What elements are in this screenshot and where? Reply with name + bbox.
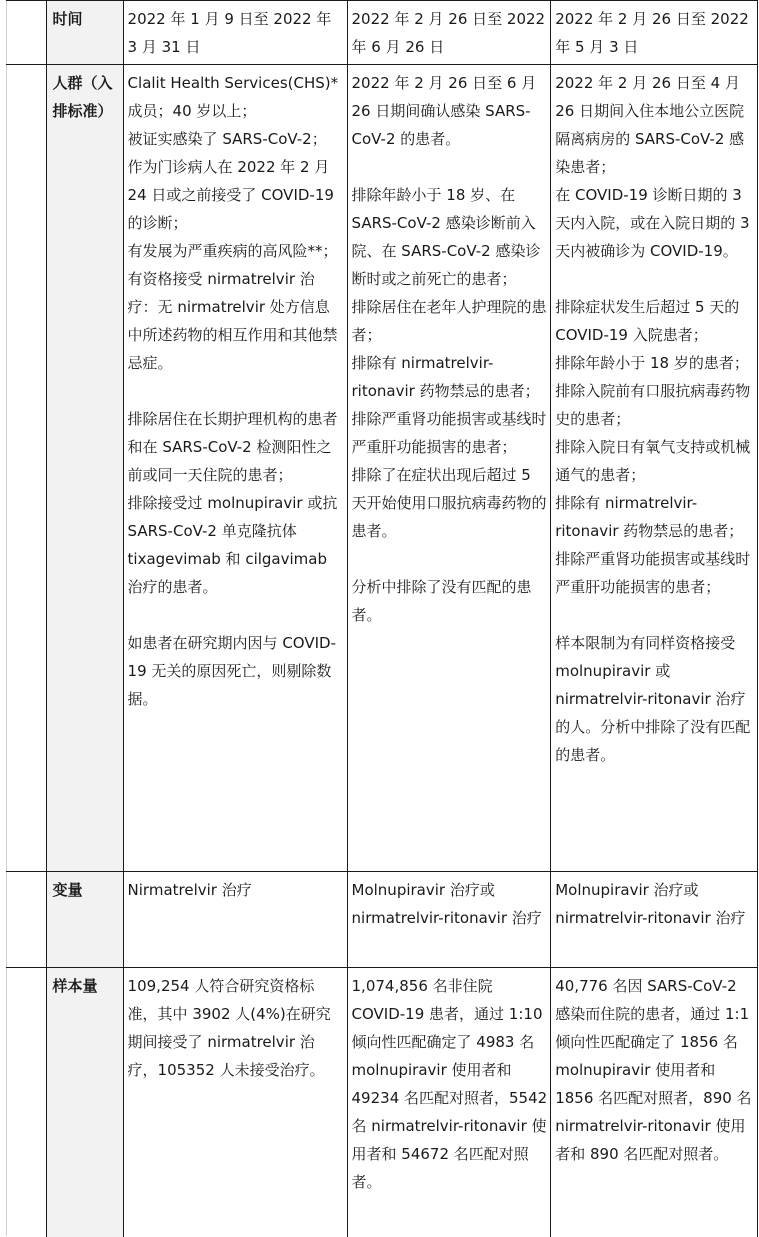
table-row-time <box>6 1 758 65</box>
criteria-line: 排除接受过 molnupiravir 或抗 SARS-CoV-2 单克隆抗体 tixagevimab 和 cilgavimab 治疗的患者。 <box>127 494 338 596</box>
cell-population-study2 <box>347 65 551 872</box>
criteria-line: 排除有 nirmatrelvir-ritonavir 药物禁忌的患者； <box>555 494 744 540</box>
comparison-table <box>6 0 758 1237</box>
criteria-line: Clalit Health Services(CHS)*成员；40 岁以上； <box>127 74 339 120</box>
criteria-line: 在 COVID-19 诊断日期的 3 天内入院，或在入院日期的 3 天内被确诊为 COVID-19。 <box>555 186 750 260</box>
cell-time-study1: 2022 年 1 月 9 日至 2022 年 3 月 31 日 <box>123 1 347 65</box>
cell-time-study3: 2022 年 2 月 26 日至 2022 年 5 月 3 日 <box>551 1 758 65</box>
cell-sample-study3: 40,776 名因 SARS-CoV-2 感染而住院的患者，通过 1:1 倾向性匹配确定了 1856 名 molnupiravir 使用者和 1856 名匹配对照者，890 名 nirmatrelvir-ritonavir 使用者和 890 名匹配对照者。 <box>551 968 758 1237</box>
row-header-time: 时间 <box>46 1 123 65</box>
criteria-line: 如患者在研究期内因与 COVID-19 无关的原因死亡，则剔除数据。 <box>127 634 336 708</box>
spacer-cell <box>6 872 46 968</box>
criteria-line: 排除居住在老年人护理院的患者； <box>351 298 547 344</box>
paragraph-gap <box>128 601 344 629</box>
criteria-line: 排除入院前有口服抗病毒药物史的患者； <box>555 382 751 428</box>
criteria-line: 被证实感染了 SARS-CoV-2； <box>127 130 327 148</box>
cell-population-study1 <box>123 65 347 872</box>
paragraph-gap <box>555 265 754 293</box>
spacer-cell <box>6 1 46 65</box>
row-header-sample: 样本量 <box>46 968 123 1237</box>
criteria-line: 排除严重肾功能损害或基线时严重肝功能损害的患者； <box>351 410 547 456</box>
cell-sample-study1: 109,254 人符合研究资格标准，其中 3902 人(4%)在研究期间接受了 nirmatrelvir 治疗，105352 人未接受治疗。 <box>123 968 347 1237</box>
criteria-line: 作为门诊病人在 2022 年 2 月 24 日或之前接受了 COVID-19 的诊断； <box>127 158 334 232</box>
cell-variable-study3: Molnupiravir 治疗或 nirmatrelvir-ritonavir 治疗 <box>551 872 758 968</box>
paragraph-gap <box>128 377 344 405</box>
criteria-line: 排除入院日有氧气支持或机械通气的患者； <box>555 438 751 484</box>
spacer-cell <box>6 968 46 1237</box>
paragraph-gap <box>555 601 754 629</box>
cell-variable-study1: Nirmatrelvir 治疗 <box>123 872 347 968</box>
paragraph-gap <box>352 545 548 573</box>
spacer-cell <box>6 65 46 872</box>
cell-population-study3 <box>551 65 758 872</box>
criteria-line: 2022 年 2 月 26 日至 6 月 26 日期间确认感染 SARS-CoV-2 的患者。 <box>351 74 537 148</box>
cell-variable-study2: Molnupiravir 治疗或 nirmatrelvir-ritonavir 治疗 <box>347 872 551 968</box>
table-row-variable <box>6 872 758 968</box>
criteria-line: 有资格接受 nirmatrelvir 治疗：无 nirmatrelvir 处方信息中所述药物的相互作用和其他禁忌症。 <box>127 270 338 372</box>
criteria-line: 排除年龄小于 18 岁、在 SARS-CoV-2 感染诊断前入院、在 SARS-CoV-2 感染诊断时或之前死亡的患者； <box>351 186 541 288</box>
criteria-line: 排除居住在长期护理机构的患者和在 SARS-CoV-2 检测阳性之前或同一天住院的患者； <box>127 410 338 484</box>
table-row-sample <box>6 968 758 1237</box>
criteria-line: 排除有 nirmatrelvir-ritonavir 药物禁忌的患者； <box>351 354 540 400</box>
criteria-line: 排除严重肾功能损害或基线时严重肝功能损害的患者； <box>555 550 751 596</box>
criteria-line: 排除年龄小于 18 岁的患者； <box>555 354 749 372</box>
criteria-line: 分析中排除了没有匹配的患者。 <box>351 578 532 624</box>
cell-sample-study2: 1,074,856 名非住院 COVID-19 患者，通过 1:10 倾向性匹配确定了 4983 名 molnupiravir 使用者和 49234 名匹配对照者，5542 名 nirmatrelvir-ritonavir 使用者和 54672 名匹配对照者。 <box>347 968 551 1237</box>
row-header-variable: 变量 <box>46 872 123 968</box>
criteria-line: 2022 年 2 月 26 日至 4 月 26 日期间入住本地公立医院隔离病房的 SARS-CoV-2 感染患者； <box>555 74 745 176</box>
criteria-line: 排除症状发生后超过 5 天的 COVID-19 入院患者； <box>555 298 740 344</box>
criteria-line: 样本限制为有同样资格接受 molnupiravir 或 nirmatrelvir-ritonavir 治疗的人。分析中排除了没有匹配的患者。 <box>555 634 751 764</box>
table-row-population <box>6 65 758 872</box>
paragraph-gap <box>352 153 548 181</box>
criteria-line: 排除了在症状出现后超过 5 天开始使用口服抗病毒药物的患者。 <box>351 466 547 540</box>
row-header-population: 人群（入排标准） <box>46 65 123 872</box>
criteria-line: 有发展为严重疾病的高风险**； <box>127 242 338 260</box>
cell-time-study2: 2022 年 2 月 26 日至 2022 年 6 月 26 日 <box>347 1 551 65</box>
